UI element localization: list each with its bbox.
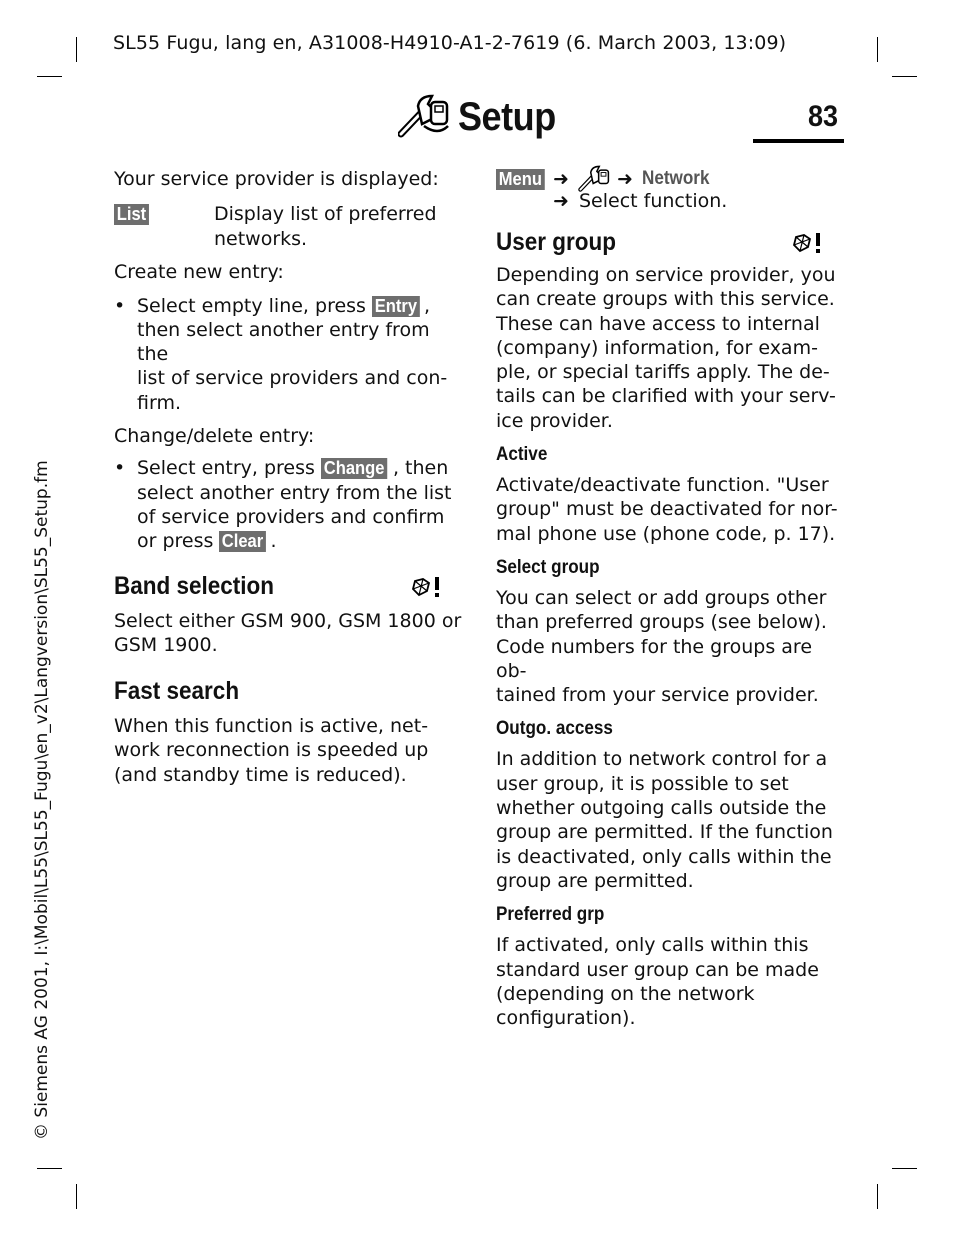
paragraph-line: can create groups with this service. xyxy=(496,288,835,311)
crop-mark xyxy=(877,37,878,62)
network-menu-item: Network xyxy=(642,168,710,189)
paragraph-line: ice provider. xyxy=(496,409,613,432)
create-heading: Create new entry: xyxy=(114,261,284,284)
bullet-text: , then xyxy=(392,457,449,480)
arrow-right-icon: ➜ xyxy=(617,168,633,190)
crop-mark xyxy=(37,1168,62,1169)
paragraph-line: Code numbers for the groups are ob- xyxy=(496,635,813,682)
paragraph-line: ple, or special tariffs apply. The de- xyxy=(496,361,830,384)
change-softkey: Change xyxy=(321,458,387,479)
band-selection-title: Band selection xyxy=(114,571,275,600)
change-bullet xyxy=(114,456,464,553)
crop-mark xyxy=(892,1168,917,1169)
bullet-text: , xyxy=(424,294,431,317)
paragraph-line: whether outgoing calls outside the xyxy=(496,797,827,820)
clear-softkey: Clear xyxy=(219,531,266,552)
paragraph-line: tained from your service provider. xyxy=(496,684,819,707)
side-margin-copyright: © Siemens AG 2001, I:\Mobil\L55\SL55_Fugu\en_v2\Langversion\SL55_Setup.fm xyxy=(32,460,52,1140)
outgo-access-text xyxy=(496,747,846,893)
paragraph-line: tails can be clarified with your serv- xyxy=(496,385,836,408)
band-selection-text: Select either GSM 900, GSM 1800 or xyxy=(114,609,462,632)
user-group-text xyxy=(496,263,846,433)
fast-search-title: Fast search xyxy=(114,677,240,706)
page-number-rule xyxy=(753,139,844,143)
paragraph-line: You can select or add groups other xyxy=(496,586,827,609)
paragraph-line: Depending on service provider, you xyxy=(496,264,836,286)
preferred-grp-text xyxy=(496,933,846,1030)
crop-mark xyxy=(76,37,77,62)
list-definition xyxy=(114,202,464,252)
paragraph-line: If activated, only calls within this xyxy=(496,934,809,957)
paragraph-line: configuration). xyxy=(496,1007,636,1030)
bullet-text: Select entry, press xyxy=(137,457,321,480)
crop-mark xyxy=(76,1184,77,1209)
band-selection-text: GSM 1900. xyxy=(114,633,218,656)
arrow-right-icon: ➜ xyxy=(553,190,569,212)
bullet-text: . xyxy=(270,530,277,553)
list-softkey: List xyxy=(114,204,149,225)
page-title-text: Setup xyxy=(458,94,556,139)
bullet-text: select another entry from the list xyxy=(137,481,452,504)
bullet-text: list of service providers and con- xyxy=(137,367,448,390)
paragraph-line: (company) information, for exam- xyxy=(496,336,818,359)
fast-search-heading xyxy=(114,676,464,706)
create-bullet xyxy=(114,294,464,415)
page-title xyxy=(398,92,567,142)
network-dependent-icon xyxy=(411,575,443,605)
user-group-heading xyxy=(496,227,846,257)
page-number: 83 xyxy=(808,100,839,133)
right-column xyxy=(496,167,846,1030)
user-group-title: User group xyxy=(496,228,617,256)
network-dependent-icon xyxy=(792,231,824,261)
fast-search-text: work reconnection is speeded up xyxy=(114,739,429,762)
crop-mark xyxy=(877,1184,878,1209)
select-group-title: Select group xyxy=(496,556,600,578)
select-group-text xyxy=(496,586,846,707)
paragraph-line: group are permitted. xyxy=(496,869,694,892)
fast-search-text: When this function is active, net- xyxy=(114,715,429,738)
paragraph-line: user group, it is possible to set xyxy=(496,772,789,795)
paragraph-line: (depending on the network xyxy=(496,982,755,1005)
bullet-text: of service providers and confirm xyxy=(137,505,445,528)
change-heading: Change/delete entry: xyxy=(114,425,315,448)
bullet-text: or press xyxy=(137,530,220,553)
paragraph-line: mal phone use (phone code, p. 17). xyxy=(496,522,836,545)
active-text xyxy=(496,473,846,546)
left-column xyxy=(114,167,464,787)
paragraph-line: is deactivated, only calls within the xyxy=(496,845,832,868)
crop-mark xyxy=(892,76,917,77)
paragraph-line: standard user group can be made xyxy=(496,958,819,981)
fast-search-text: (and standby time is reduced). xyxy=(114,763,407,786)
entry-softkey: Entry xyxy=(372,296,420,317)
list-description-line: Display list of preferred xyxy=(214,203,437,226)
wrench-phone-icon xyxy=(398,92,452,142)
bullet-text: Select empty line, press xyxy=(137,294,372,317)
paragraph-line: Activate/deactivate function. "User xyxy=(496,474,829,497)
active-title: Active xyxy=(496,444,548,466)
list-description-line: networks. xyxy=(214,227,308,250)
select-function-text: Select function. xyxy=(579,190,728,212)
outgo-access-title: Outgo. access xyxy=(496,718,613,740)
menu-path xyxy=(496,167,846,213)
band-selection-heading xyxy=(114,571,464,601)
paragraph-line: In addition to network control for a xyxy=(496,748,828,771)
arrow-right-icon: ➜ xyxy=(553,168,569,190)
bullet-text: then select another entry from the xyxy=(137,318,430,366)
document-meta-header: SL55 Fugu, lang en, A31008-H4910-A1-2-7619 (6. March 2003, 13:09) xyxy=(113,32,787,54)
intro-text: Your service provider is displayed: xyxy=(114,168,439,190)
paragraph-line: group are permitted. If the function xyxy=(496,821,833,844)
paragraph-line: group" must be deactivated for nor- xyxy=(496,498,838,521)
paragraph-line: These can have access to internal xyxy=(496,312,820,335)
paragraph-line: than preferred groups (see below). xyxy=(496,611,827,634)
menu-softkey: Menu xyxy=(496,169,545,190)
preferred-grp-title: Preferred grp xyxy=(496,904,605,926)
crop-mark xyxy=(37,76,62,77)
bullet-text: firm. xyxy=(137,391,181,414)
